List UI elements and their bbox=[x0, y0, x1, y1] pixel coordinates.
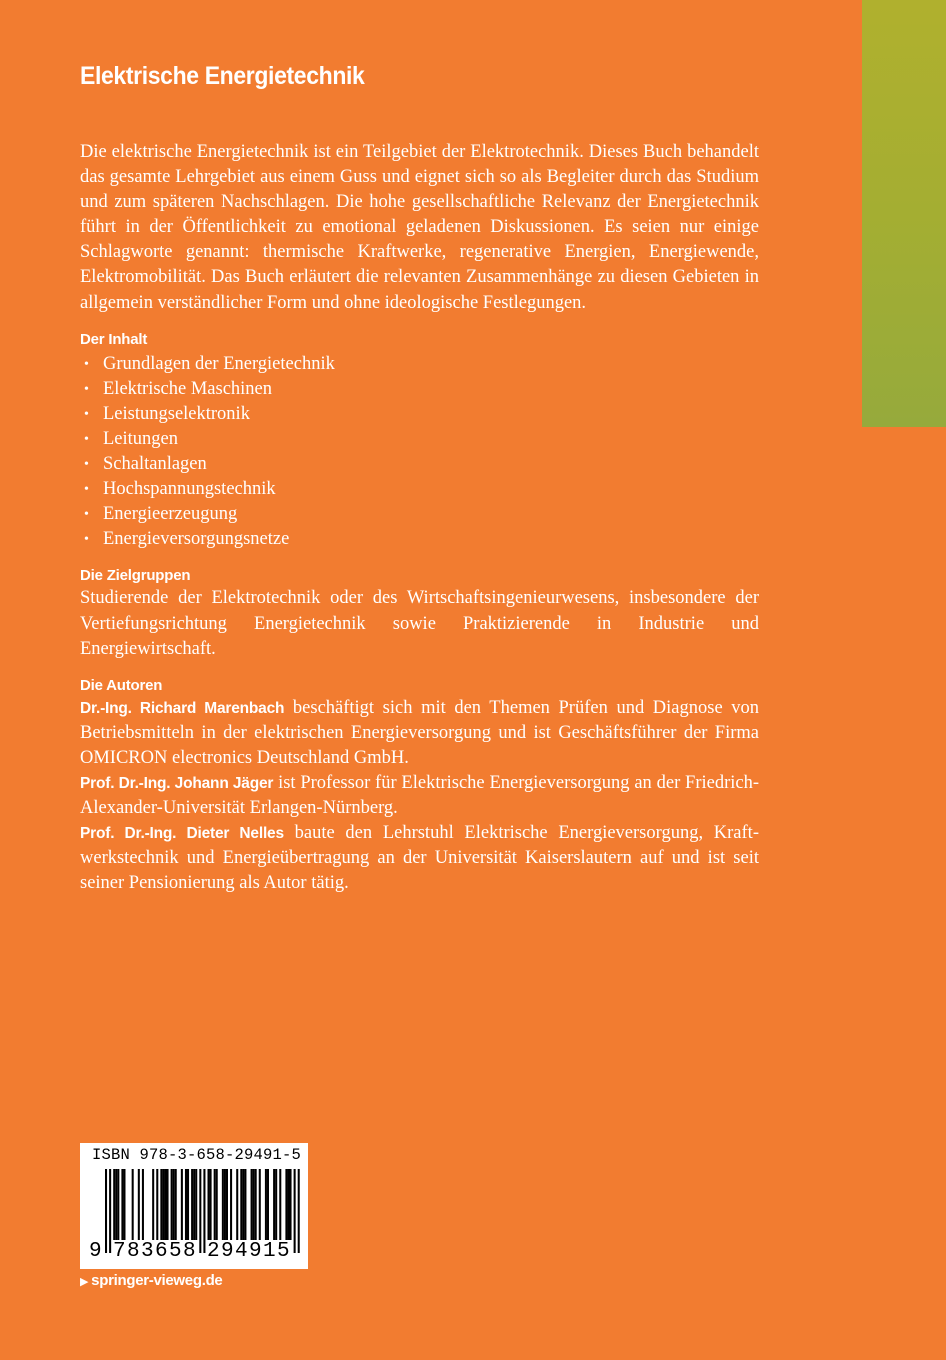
barcode-bar bbox=[181, 1169, 183, 1240]
list-item: • Schaltanlagen bbox=[80, 452, 759, 477]
list-item: • Leitungen bbox=[80, 427, 759, 452]
barcode-bar bbox=[216, 1169, 218, 1240]
barcode-bar bbox=[259, 1169, 261, 1240]
barcode-bar bbox=[265, 1169, 267, 1240]
bullet-icon: • bbox=[84, 457, 89, 473]
barcode-bar bbox=[199, 1169, 201, 1253]
list-item: • Energieversorgungsnetze bbox=[80, 527, 759, 552]
author-name: Prof. Dr.-Ing. Johann Jäger bbox=[80, 774, 274, 792]
bullet-icon: • bbox=[84, 482, 89, 498]
barcode-bar bbox=[226, 1169, 228, 1240]
barcode-bar bbox=[298, 1169, 300, 1253]
barcode-bar bbox=[279, 1169, 281, 1240]
barcode-bar bbox=[138, 1169, 140, 1240]
barcode-bar bbox=[162, 1169, 164, 1240]
list-item: • Grundlagen der Energietechnik bbox=[80, 352, 759, 377]
arrow-right-icon: ▶ bbox=[80, 1276, 89, 1288]
barcode-bar bbox=[236, 1169, 238, 1240]
contents-list bbox=[80, 352, 759, 553]
authors-heading: Die Autoren bbox=[80, 676, 163, 694]
author-name: Prof. Dr.-Ing. Dieter Nelles bbox=[80, 825, 284, 843]
barcode-bar bbox=[195, 1169, 197, 1240]
barcode-left-digits: 783658 bbox=[113, 1240, 198, 1263]
author-entry bbox=[80, 771, 759, 821]
barcode-bar bbox=[142, 1169, 144, 1240]
list-item: • Leistungselektronik bbox=[80, 402, 759, 427]
green-accent-bar bbox=[862, 0, 946, 427]
barcode-bar bbox=[117, 1169, 119, 1240]
barcode-bar bbox=[290, 1169, 292, 1240]
barcode-bar bbox=[185, 1169, 187, 1240]
barcode-bar bbox=[115, 1169, 117, 1240]
barcode-bar bbox=[152, 1169, 154, 1240]
list-item: • Hochspannungstechnik bbox=[80, 477, 759, 502]
publisher-link[interactable] bbox=[80, 1272, 222, 1289]
barcode-bar bbox=[187, 1169, 189, 1240]
intro-paragraph: Die elektrische Energietechnik ist ein Teilgebiet der Elektrotechnik. Dieses Buch behandelt das gesamte Lehrgebiet aus einem Guss und eignet sich so als Begleiter durch das Studium und zum späteren Nachschlagen. Die hohe gesellschaftliche Relevanz der Energietechnik führt in der Öffentlichkeit zu emotional geladenen Diskussionen. Es seien nur einige Schlagworte genannt: thermische Kraftwerke, regenerative Energien, Energiewende, Elektromobilität. Das Buch erläutert die relevanten Zusammenhänge zu diesen Gebieten in allgemein verständlicher Form und ohne ideologische Festlegungen. bbox=[80, 142, 759, 313]
barcode-bar bbox=[156, 1169, 158, 1240]
author-bio: baute den Lehrstuhl Elektrische Energieversorgung, Kraftwerkstechnik und Energieübertragung an der Universität Kaiserslautern auf und ist seit seiner Pensionierung als Autor tätig. bbox=[80, 823, 759, 894]
back-cover-text bbox=[80, 140, 759, 896]
barcode-bar bbox=[285, 1169, 287, 1240]
author-entry bbox=[80, 821, 759, 896]
list-item: • Energieerzeugung bbox=[80, 502, 759, 527]
barcode-bar bbox=[222, 1169, 224, 1240]
authors-section bbox=[80, 675, 759, 897]
barcode-bar bbox=[132, 1169, 134, 1240]
barcode-bar bbox=[203, 1169, 205, 1253]
barcode-bar bbox=[123, 1169, 125, 1240]
author-entry bbox=[80, 696, 759, 771]
barcode-bar bbox=[109, 1169, 111, 1253]
barcode-bar bbox=[224, 1169, 226, 1240]
list-item: • Elektrische Maschinen bbox=[80, 377, 759, 402]
barcode-bar bbox=[287, 1169, 289, 1240]
barcode-bar bbox=[255, 1169, 257, 1240]
barcode-bar bbox=[175, 1169, 177, 1240]
barcode-bar bbox=[191, 1169, 193, 1240]
barcode-bar bbox=[214, 1169, 216, 1240]
isbn-barcode bbox=[80, 1143, 308, 1269]
author-bio: beschäftigt sich mit den Themen Prüfen und Diagnose von Betriebsmitteln in der elektrischen Energieversorgung und ist Geschäftsführer der Firma OMICRON electronics Deutschland GmbH. bbox=[80, 697, 760, 768]
barcode-bar bbox=[164, 1169, 166, 1240]
bullet-icon: • bbox=[84, 507, 89, 523]
bullet-icon: • bbox=[84, 381, 89, 397]
barcode-bar bbox=[251, 1169, 253, 1240]
bullet-icon: • bbox=[84, 532, 89, 548]
barcode-lead-digit: 9 bbox=[89, 1240, 104, 1263]
audience-text: Studierende der Elektrotechnik oder des Wirtschaftsingenieurwesens, insbesondere der Vertiefungsrichtung Energietechnik sowie Praktizierende in Industrie und Energiewirtschaft. bbox=[80, 588, 759, 659]
barcode-bar bbox=[160, 1169, 162, 1240]
bullet-icon: • bbox=[84, 406, 89, 422]
barcode-bar bbox=[242, 1169, 244, 1240]
barcode-bar bbox=[294, 1169, 296, 1253]
barcode-bar bbox=[240, 1169, 242, 1240]
contents-heading: Der Inhalt bbox=[80, 330, 148, 348]
audience-section bbox=[80, 565, 759, 661]
barcode-bar bbox=[210, 1169, 212, 1240]
barcode-bar bbox=[208, 1169, 210, 1240]
barcode-bar bbox=[244, 1169, 246, 1240]
barcode-bar bbox=[173, 1169, 175, 1240]
isbn-label: ISBN 978-3-658-29491-5 bbox=[92, 1146, 302, 1164]
author-name: Dr.-Ing. Richard Marenbach bbox=[80, 699, 285, 717]
contents-section bbox=[80, 329, 759, 553]
barcode-bar bbox=[230, 1169, 232, 1240]
barcode-bar bbox=[121, 1169, 123, 1240]
barcode-bar bbox=[193, 1169, 195, 1240]
barcode-right-digits: 294915 bbox=[207, 1240, 292, 1263]
book-title: Elektrische Energietechnik bbox=[80, 62, 365, 90]
author-bio: ist Professor für Elektrische Energieversorgung an der Friedrich-Alexander-Universität Erlangen-Nürnberg. bbox=[80, 772, 760, 819]
audience-heading: Die Zielgruppen bbox=[80, 567, 191, 585]
barcode-bar bbox=[167, 1169, 169, 1240]
bullet-icon: • bbox=[84, 356, 89, 372]
barcode-bar bbox=[171, 1169, 173, 1240]
website-text: springer-vieweg.de bbox=[91, 1272, 223, 1289]
barcode-bar bbox=[113, 1169, 115, 1240]
bullet-icon: • bbox=[84, 431, 89, 447]
barcode-bar bbox=[267, 1169, 269, 1240]
barcode-bar bbox=[273, 1169, 275, 1240]
barcode-bar bbox=[253, 1169, 255, 1240]
barcode-bar bbox=[105, 1169, 107, 1253]
barcode-bar bbox=[275, 1169, 277, 1240]
